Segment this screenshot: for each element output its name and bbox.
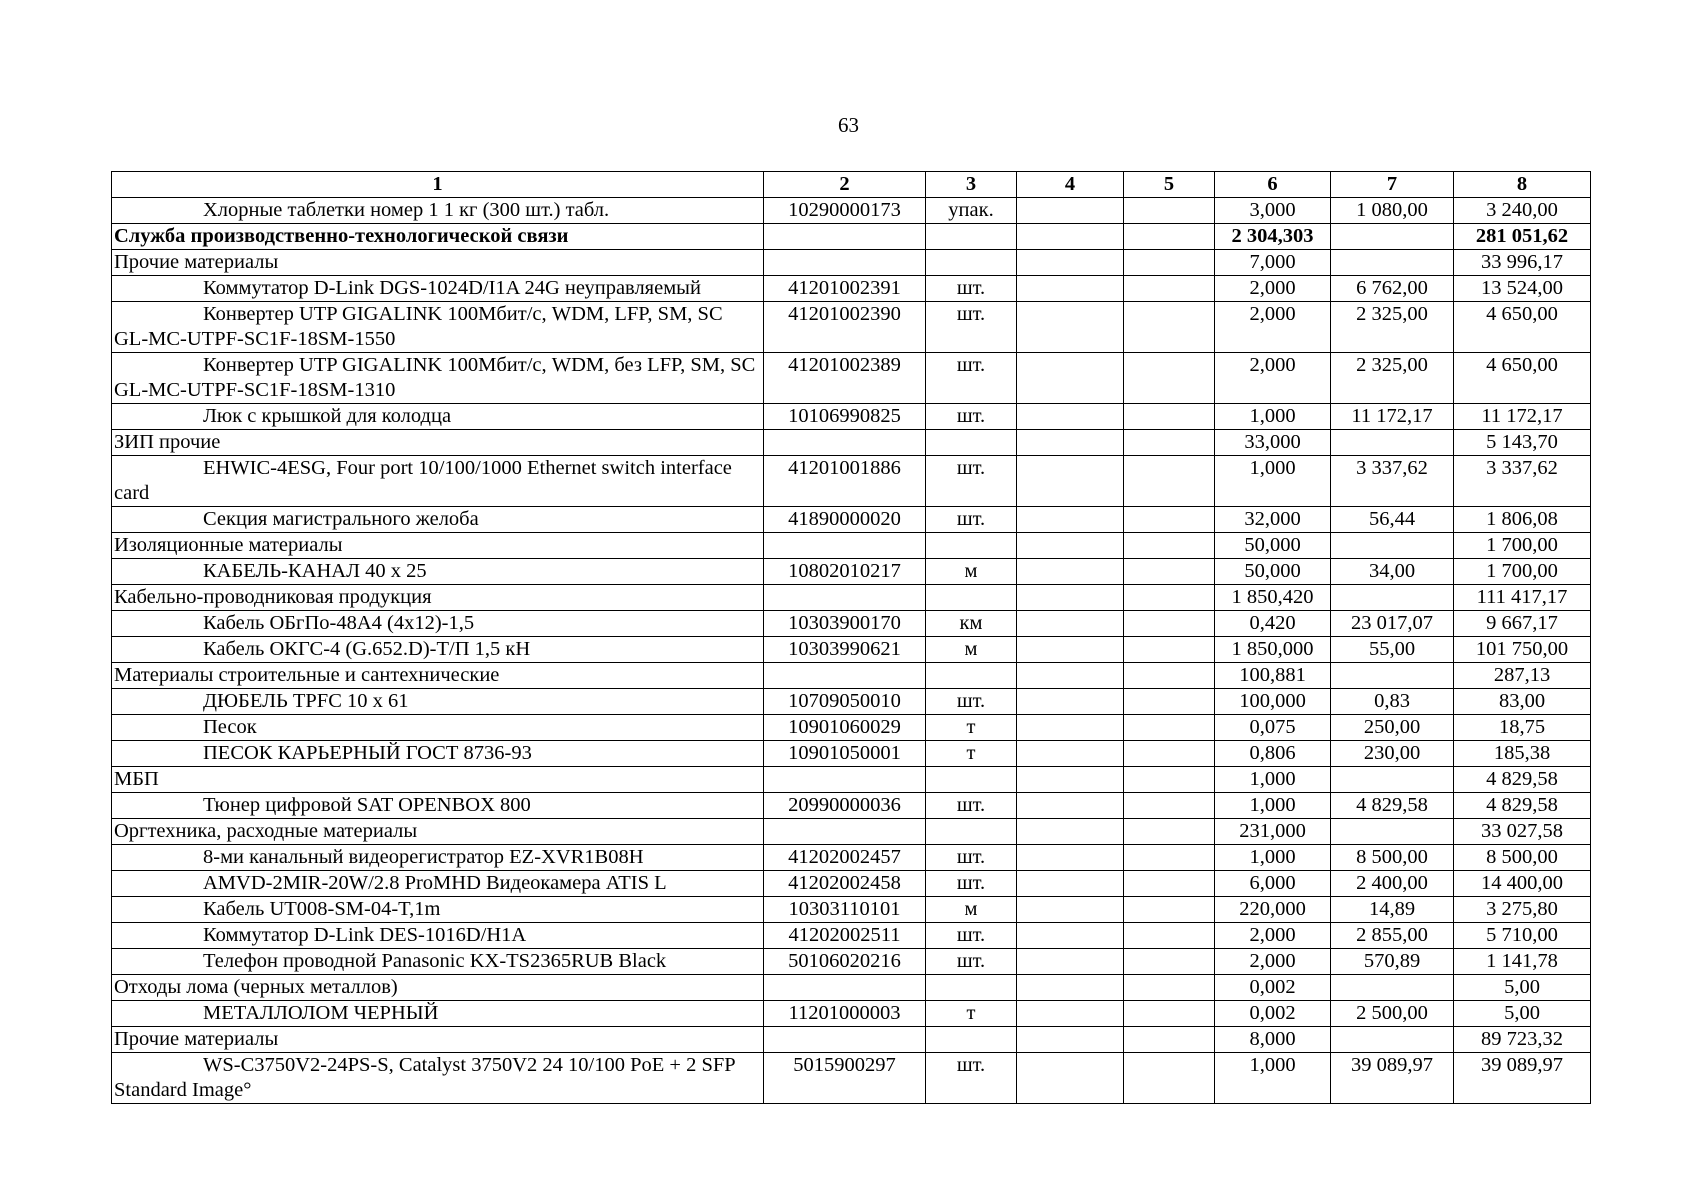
quantity-cell: 2,000 xyxy=(1215,276,1331,302)
sum-cell: 33 027,58 xyxy=(1454,819,1591,845)
quantity-cell: 8,000 xyxy=(1215,1027,1331,1053)
price-cell: 34,00 xyxy=(1331,559,1454,585)
item-code-cell xyxy=(764,975,926,1001)
column-5-cell xyxy=(1124,611,1215,637)
quantity-cell: 2,000 xyxy=(1215,353,1331,404)
price-cell: 23 017,07 xyxy=(1331,611,1454,637)
quantity-cell: 100,000 xyxy=(1215,689,1331,715)
quantity-cell: 2,000 xyxy=(1215,923,1331,949)
quantity-cell: 100,881 xyxy=(1215,663,1331,689)
item-row xyxy=(112,507,1591,533)
sum-cell: 13 524,00 xyxy=(1454,276,1591,302)
item-name-cell: Кабель ОБгПо-48А4 (4х12)-1,5 xyxy=(112,611,764,637)
item-name-cell: МЕТАЛЛОЛОМ ЧЕРНЫЙ xyxy=(112,1001,764,1027)
sum-cell: 111 417,17 xyxy=(1454,585,1591,611)
column-4-cell xyxy=(1017,949,1124,975)
item-row xyxy=(112,897,1591,923)
price-cell: 230,00 xyxy=(1331,741,1454,767)
price-cell xyxy=(1331,663,1454,689)
quantity-cell: 1 850,000 xyxy=(1215,637,1331,663)
sum-cell: 11 172,17 xyxy=(1454,404,1591,430)
column-5-cell xyxy=(1124,793,1215,819)
unit-cell xyxy=(926,430,1017,456)
item-name-cell: WS-C3750V2-24PS-S, Catalyst 3750V2 24 10/100 PoE + 2 SFP Standard Image° xyxy=(112,1053,764,1104)
group-row xyxy=(112,430,1591,456)
column-4-cell xyxy=(1017,250,1124,276)
item-name-cell: Служба производственно-технологической связи xyxy=(112,224,764,250)
materials-table xyxy=(111,171,1591,1104)
item-name-cell: ЗИП прочие xyxy=(112,430,764,456)
item-code-cell: 41201002390 xyxy=(764,302,926,353)
item-code-cell: 10901060029 xyxy=(764,715,926,741)
column-5-cell xyxy=(1124,637,1215,663)
item-code-cell: 10709050010 xyxy=(764,689,926,715)
sum-cell: 3 275,80 xyxy=(1454,897,1591,923)
column-4-cell xyxy=(1017,897,1124,923)
quantity-cell: 0,002 xyxy=(1215,1001,1331,1027)
column-4-cell xyxy=(1017,456,1124,507)
header-cell: 2 xyxy=(764,172,926,198)
quantity-cell: 2 304,303 xyxy=(1215,224,1331,250)
sum-cell: 3 240,00 xyxy=(1454,198,1591,224)
item-code-cell xyxy=(764,430,926,456)
item-code-cell: 41202002511 xyxy=(764,923,926,949)
item-code-cell: 41201002391 xyxy=(764,276,926,302)
sum-cell: 1 141,78 xyxy=(1454,949,1591,975)
table-body xyxy=(112,172,1591,1104)
unit-cell: шт. xyxy=(926,949,1017,975)
item-name-cell: ПЕСОК КАРЬЕРНЫЙ ГОСТ 8736-93 xyxy=(112,741,764,767)
item-name-cell: AMVD-2MIR-20W/2.8 ProMHD Видеокамера ATIS L xyxy=(112,871,764,897)
column-4-cell xyxy=(1017,507,1124,533)
item-row xyxy=(112,949,1591,975)
unit-cell xyxy=(926,533,1017,559)
sum-cell: 185,38 xyxy=(1454,741,1591,767)
price-cell: 4 829,58 xyxy=(1331,793,1454,819)
item-code-cell xyxy=(764,819,926,845)
item-name-cell: Кабель UT008-SM-04-T,1m xyxy=(112,897,764,923)
price-cell: 1 080,00 xyxy=(1331,198,1454,224)
sum-cell: 4 829,58 xyxy=(1454,767,1591,793)
unit-cell xyxy=(926,224,1017,250)
item-code-cell: 41890000020 xyxy=(764,507,926,533)
price-cell: 2 855,00 xyxy=(1331,923,1454,949)
column-5-cell xyxy=(1124,1053,1215,1104)
sum-cell: 4 829,58 xyxy=(1454,793,1591,819)
unit-cell: шт. xyxy=(926,276,1017,302)
item-row xyxy=(112,198,1591,224)
column-4-cell xyxy=(1017,923,1124,949)
price-cell: 0,83 xyxy=(1331,689,1454,715)
column-4-cell xyxy=(1017,663,1124,689)
group-row xyxy=(112,819,1591,845)
column-4-cell xyxy=(1017,353,1124,404)
unit-cell xyxy=(926,1027,1017,1053)
price-cell xyxy=(1331,585,1454,611)
column-5-cell xyxy=(1124,250,1215,276)
group-row xyxy=(112,250,1591,276)
item-row xyxy=(112,1001,1591,1027)
item-name-cell: МБП xyxy=(112,767,764,793)
column-5-cell xyxy=(1124,897,1215,923)
price-cell: 2 500,00 xyxy=(1331,1001,1454,1027)
price-cell: 6 762,00 xyxy=(1331,276,1454,302)
sum-cell: 39 089,97 xyxy=(1454,1053,1591,1104)
column-5-cell xyxy=(1124,715,1215,741)
sum-cell: 1 700,00 xyxy=(1454,533,1591,559)
item-name-cell: Прочие материалы xyxy=(112,1027,764,1053)
item-name-cell: Люк с крышкой для колодца xyxy=(112,404,764,430)
unit-cell xyxy=(926,250,1017,276)
quantity-cell: 0,075 xyxy=(1215,715,1331,741)
price-cell: 570,89 xyxy=(1331,949,1454,975)
header-cell: 5 xyxy=(1124,172,1215,198)
quantity-cell: 1,000 xyxy=(1215,845,1331,871)
page-number: 63 xyxy=(838,113,859,137)
quantity-cell: 6,000 xyxy=(1215,871,1331,897)
price-cell: 55,00 xyxy=(1331,637,1454,663)
price-cell: 14,89 xyxy=(1331,897,1454,923)
column-4-cell xyxy=(1017,1001,1124,1027)
quantity-cell: 0,806 xyxy=(1215,741,1331,767)
header-cell: 3 xyxy=(926,172,1017,198)
item-code-cell: 10802010217 xyxy=(764,559,926,585)
column-4-cell xyxy=(1017,1053,1124,1104)
sum-cell: 83,00 xyxy=(1454,689,1591,715)
price-cell: 8 500,00 xyxy=(1331,845,1454,871)
quantity-cell: 231,000 xyxy=(1215,819,1331,845)
item-code-cell: 11201000003 xyxy=(764,1001,926,1027)
unit-cell: м xyxy=(926,897,1017,923)
item-name-cell: Кабельно-проводниковая продукция xyxy=(112,585,764,611)
price-cell xyxy=(1331,975,1454,1001)
column-4-cell xyxy=(1017,819,1124,845)
item-row xyxy=(112,715,1591,741)
item-code-cell: 50106020216 xyxy=(764,949,926,975)
column-4-cell xyxy=(1017,302,1124,353)
unit-cell xyxy=(926,767,1017,793)
price-cell: 2 325,00 xyxy=(1331,353,1454,404)
item-row xyxy=(112,559,1591,585)
sum-cell: 3 337,62 xyxy=(1454,456,1591,507)
price-cell: 56,44 xyxy=(1331,507,1454,533)
quantity-cell: 33,000 xyxy=(1215,430,1331,456)
item-name-cell: Коммутатор D-Link DGS-1024D/I1A 24G неуправляемый xyxy=(112,276,764,302)
item-name-cell: КАБЕЛЬ-КАНАЛ 40 х 25 xyxy=(112,559,764,585)
price-cell xyxy=(1331,224,1454,250)
unit-cell: шт. xyxy=(926,871,1017,897)
price-cell: 2 325,00 xyxy=(1331,302,1454,353)
item-row xyxy=(112,1053,1591,1104)
unit-cell: шт. xyxy=(926,1053,1017,1104)
unit-cell xyxy=(926,585,1017,611)
column-4-cell xyxy=(1017,430,1124,456)
price-cell xyxy=(1331,430,1454,456)
column-4-cell xyxy=(1017,198,1124,224)
item-code-cell: 10303900170 xyxy=(764,611,926,637)
unit-cell: т xyxy=(926,1001,1017,1027)
column-5-cell xyxy=(1124,663,1215,689)
group-row xyxy=(112,1027,1591,1053)
item-row xyxy=(112,741,1591,767)
column-5-cell xyxy=(1124,302,1215,353)
column-4-cell xyxy=(1017,533,1124,559)
price-cell: 3 337,62 xyxy=(1331,456,1454,507)
price-cell: 11 172,17 xyxy=(1331,404,1454,430)
item-name-cell: ДЮБЕЛЬ TPFC 10 x 61 xyxy=(112,689,764,715)
unit-cell: м xyxy=(926,637,1017,663)
column-5-cell xyxy=(1124,923,1215,949)
item-name-cell: Оргтехника, расходные материалы xyxy=(112,819,764,845)
sum-cell: 5 143,70 xyxy=(1454,430,1591,456)
item-code-cell xyxy=(764,250,926,276)
column-5-cell xyxy=(1124,767,1215,793)
unit-cell xyxy=(926,975,1017,1001)
unit-cell: шт. xyxy=(926,456,1017,507)
column-5-cell xyxy=(1124,819,1215,845)
group-row xyxy=(112,767,1591,793)
quantity-cell: 50,000 xyxy=(1215,533,1331,559)
item-row xyxy=(112,302,1591,353)
item-row xyxy=(112,353,1591,404)
price-cell xyxy=(1331,767,1454,793)
quantity-cell: 32,000 xyxy=(1215,507,1331,533)
item-row xyxy=(112,276,1591,302)
item-name-cell: 8-ми канальный видеорегистратор EZ-XVR1B08H xyxy=(112,845,764,871)
price-cell xyxy=(1331,250,1454,276)
item-code-cell xyxy=(764,1027,926,1053)
column-5-cell xyxy=(1124,456,1215,507)
item-name-cell: Коммутатор D-Link DES-1016D/H1A xyxy=(112,923,764,949)
header-cell: 7 xyxy=(1331,172,1454,198)
item-code-cell xyxy=(764,663,926,689)
item-code-cell xyxy=(764,767,926,793)
column-4-cell xyxy=(1017,585,1124,611)
column-5-cell xyxy=(1124,949,1215,975)
column-5-cell xyxy=(1124,741,1215,767)
item-name-cell: Материалы строительные и сантехнические xyxy=(112,663,764,689)
item-row xyxy=(112,637,1591,663)
column-5-cell xyxy=(1124,845,1215,871)
unit-cell: шт. xyxy=(926,353,1017,404)
price-cell xyxy=(1331,533,1454,559)
column-5-cell xyxy=(1124,533,1215,559)
column-5-cell xyxy=(1124,430,1215,456)
group-row xyxy=(112,533,1591,559)
column-5-cell xyxy=(1124,1001,1215,1027)
item-code-cell: 10106990825 xyxy=(764,404,926,430)
unit-cell: шт. xyxy=(926,404,1017,430)
unit-cell: шт. xyxy=(926,689,1017,715)
column-5-cell xyxy=(1124,353,1215,404)
item-name-cell: EHWIC-4ESG, Four port 10/100/1000 Ethernet switch interface card xyxy=(112,456,764,507)
item-code-cell: 41202002457 xyxy=(764,845,926,871)
sum-cell: 8 500,00 xyxy=(1454,845,1591,871)
item-name-cell: Песок xyxy=(112,715,764,741)
column-4-cell xyxy=(1017,637,1124,663)
unit-cell xyxy=(926,663,1017,689)
column-5-cell xyxy=(1124,559,1215,585)
unit-cell: шт. xyxy=(926,845,1017,871)
item-name-cell: Прочие материалы xyxy=(112,250,764,276)
item-code-cell xyxy=(764,224,926,250)
quantity-cell: 1,000 xyxy=(1215,1053,1331,1104)
quantity-cell: 1,000 xyxy=(1215,793,1331,819)
price-cell xyxy=(1331,819,1454,845)
item-name-cell: Хлорные таблетки номер 1 1 кг (300 шт.) табл. xyxy=(112,198,764,224)
sum-cell: 33 996,17 xyxy=(1454,250,1591,276)
column-5-cell xyxy=(1124,404,1215,430)
column-4-cell xyxy=(1017,276,1124,302)
item-code-cell: 41201001886 xyxy=(764,456,926,507)
item-code-cell: 10901050001 xyxy=(764,741,926,767)
column-5-cell xyxy=(1124,198,1215,224)
column-5-cell xyxy=(1124,585,1215,611)
column-4-cell xyxy=(1017,559,1124,585)
item-row xyxy=(112,456,1591,507)
item-code-cell: 10303110101 xyxy=(764,897,926,923)
column-4-cell xyxy=(1017,741,1124,767)
price-cell: 250,00 xyxy=(1331,715,1454,741)
group-row xyxy=(112,585,1591,611)
sum-cell: 4 650,00 xyxy=(1454,302,1591,353)
item-row xyxy=(112,845,1591,871)
item-name-cell: Конвертер UTP GIGALINK 100Мбит/с, WDM, LFP, SM, SC GL-MC-UTPF-SC1F-18SM-1550 xyxy=(112,302,764,353)
quantity-cell: 7,000 xyxy=(1215,250,1331,276)
item-row xyxy=(112,611,1591,637)
column-5-cell xyxy=(1124,276,1215,302)
sum-cell: 89 723,32 xyxy=(1454,1027,1591,1053)
column-4-cell xyxy=(1017,793,1124,819)
unit-cell: шт. xyxy=(926,507,1017,533)
sum-cell: 5,00 xyxy=(1454,975,1591,1001)
header-cell: 1 xyxy=(112,172,764,198)
item-row xyxy=(112,689,1591,715)
quantity-cell: 0,002 xyxy=(1215,975,1331,1001)
sum-cell: 18,75 xyxy=(1454,715,1591,741)
header-cell: 4 xyxy=(1017,172,1124,198)
column-5-cell xyxy=(1124,507,1215,533)
sum-cell: 5 710,00 xyxy=(1454,923,1591,949)
item-code-cell: 10303990621 xyxy=(764,637,926,663)
column-5-cell xyxy=(1124,689,1215,715)
sum-cell: 4 650,00 xyxy=(1454,353,1591,404)
column-4-cell xyxy=(1017,689,1124,715)
unit-cell: м xyxy=(926,559,1017,585)
item-name-cell: Телефон проводной Panasonic KX-TS2365RUB Black xyxy=(112,949,764,975)
item-code-cell xyxy=(764,585,926,611)
item-code-cell: 41201002389 xyxy=(764,353,926,404)
column-5-cell xyxy=(1124,871,1215,897)
item-name-cell: Кабель ОКГС-4 (G.652.D)-Т/П 1,5 кН xyxy=(112,637,764,663)
item-row xyxy=(112,923,1591,949)
header-cell: 8 xyxy=(1454,172,1591,198)
quantity-cell: 220,000 xyxy=(1215,897,1331,923)
column-4-cell xyxy=(1017,715,1124,741)
sum-cell: 287,13 xyxy=(1454,663,1591,689)
quantity-cell: 2,000 xyxy=(1215,302,1331,353)
quantity-cell: 3,000 xyxy=(1215,198,1331,224)
column-4-cell xyxy=(1017,404,1124,430)
item-name-cell: Конвертер UTP GIGALINK 100Мбит/с, WDM, без LFP, SM, SC GL-MC-UTPF-SC1F-18SM-1310 xyxy=(112,353,764,404)
item-code-cell xyxy=(764,533,926,559)
unit-cell: шт. xyxy=(926,793,1017,819)
sum-cell: 14 400,00 xyxy=(1454,871,1591,897)
item-code-cell: 20990000036 xyxy=(764,793,926,819)
unit-cell xyxy=(926,819,1017,845)
quantity-cell: 2,000 xyxy=(1215,949,1331,975)
column-5-cell xyxy=(1124,224,1215,250)
item-name-cell: Секция магистрального желоба xyxy=(112,507,764,533)
item-name-cell: Тюнер цифровой SAT OPENBOX 800 xyxy=(112,793,764,819)
sum-cell: 1 806,08 xyxy=(1454,507,1591,533)
item-row xyxy=(112,871,1591,897)
column-4-cell xyxy=(1017,975,1124,1001)
column-5-cell xyxy=(1124,1027,1215,1053)
item-code-cell: 5015900297 xyxy=(764,1053,926,1104)
item-row xyxy=(112,793,1591,819)
column-4-cell xyxy=(1017,224,1124,250)
quantity-cell: 1,000 xyxy=(1215,767,1331,793)
sum-cell: 9 667,17 xyxy=(1454,611,1591,637)
price-cell xyxy=(1331,1027,1454,1053)
unit-cell: шт. xyxy=(926,923,1017,949)
price-cell: 39 089,97 xyxy=(1331,1053,1454,1104)
sum-cell: 101 750,00 xyxy=(1454,637,1591,663)
unit-cell: шт. xyxy=(926,302,1017,353)
column-4-cell xyxy=(1017,767,1124,793)
group-row xyxy=(112,663,1591,689)
item-name-cell: Изоляционные материалы xyxy=(112,533,764,559)
item-name-cell: Отходы лома (черных металлов) xyxy=(112,975,764,1001)
quantity-cell: 1 850,420 xyxy=(1215,585,1331,611)
sum-cell: 5,00 xyxy=(1454,1001,1591,1027)
column-4-cell xyxy=(1017,871,1124,897)
column-4-cell xyxy=(1017,845,1124,871)
group-row xyxy=(112,975,1591,1001)
section-total-row xyxy=(112,224,1591,250)
column-4-cell xyxy=(1017,1027,1124,1053)
quantity-cell: 0,420 xyxy=(1215,611,1331,637)
unit-cell: т xyxy=(926,715,1017,741)
price-cell: 2 400,00 xyxy=(1331,871,1454,897)
item-code-cell: 10290000173 xyxy=(764,198,926,224)
unit-cell: т xyxy=(926,741,1017,767)
item-code-cell: 41202002458 xyxy=(764,871,926,897)
sum-cell: 1 700,00 xyxy=(1454,559,1591,585)
unit-cell: упак. xyxy=(926,198,1017,224)
column-5-cell xyxy=(1124,975,1215,1001)
item-row xyxy=(112,404,1591,430)
quantity-cell: 1,000 xyxy=(1215,456,1331,507)
column-4-cell xyxy=(1017,611,1124,637)
header-cell: 6 xyxy=(1215,172,1331,198)
sum-cell: 281 051,62 xyxy=(1454,224,1591,250)
table-header-row xyxy=(112,172,1591,198)
quantity-cell: 1,000 xyxy=(1215,404,1331,430)
unit-cell: км xyxy=(926,611,1017,637)
quantity-cell: 50,000 xyxy=(1215,559,1331,585)
